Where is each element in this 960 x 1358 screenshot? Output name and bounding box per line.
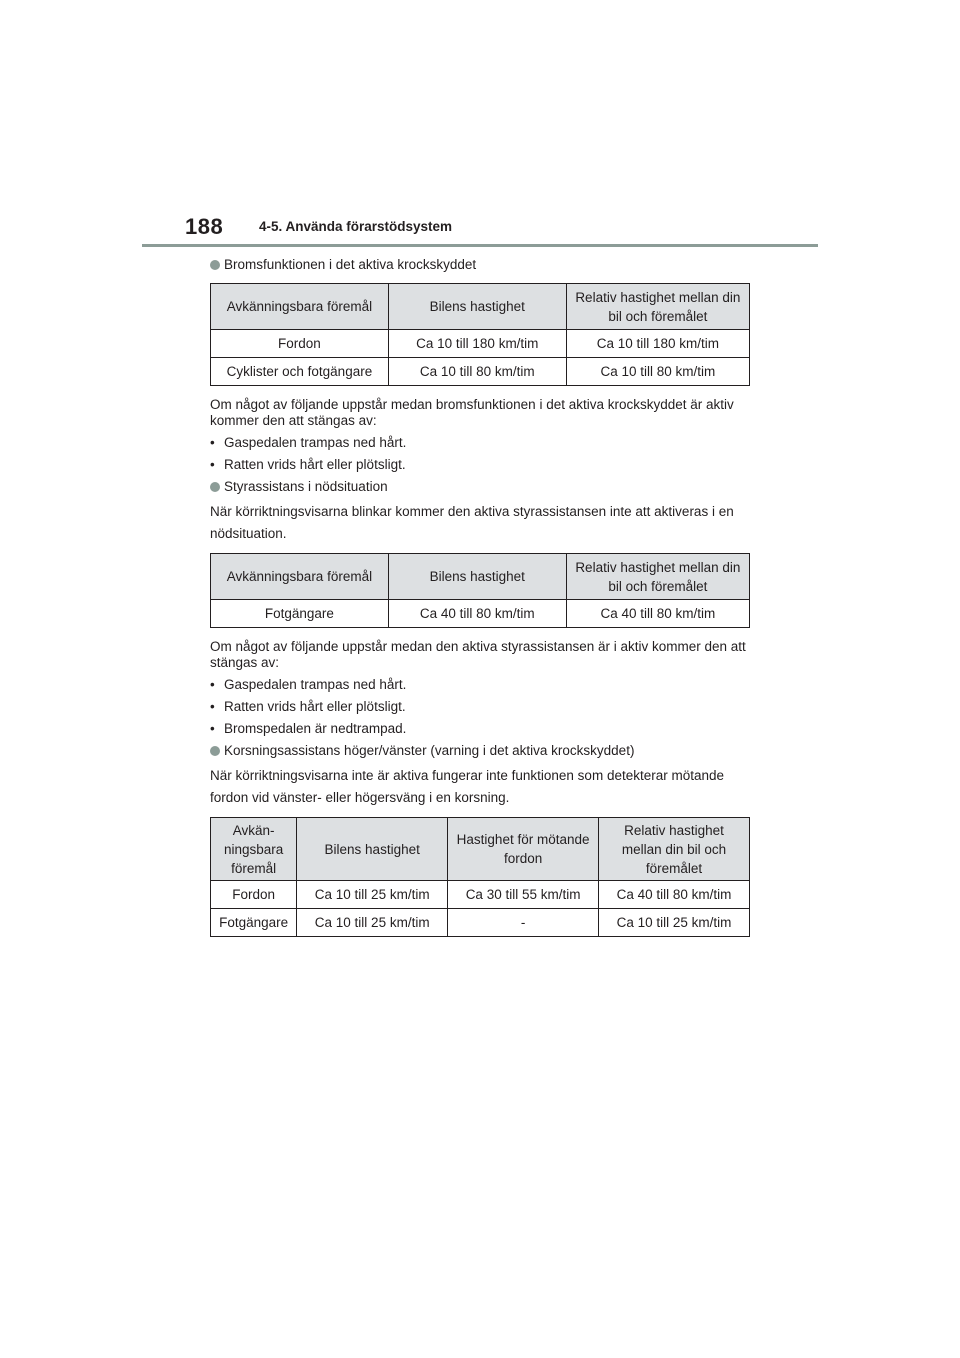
table-row: [211, 358, 750, 386]
table-header-cell: Avkän-ningsbara föremål: [211, 818, 297, 881]
body-text: När körriktningsvisarna blinkar kommer den aktiva styrassistansen inte att aktiveras i en nödsituation.: [210, 504, 734, 541]
table-header-row: [211, 818, 750, 881]
table-cell: Cyklister och fotgängare: [211, 358, 389, 386]
table-header-cell: Relativ hastighet mellan din bil och föremålet: [566, 284, 749, 330]
table-header-cell: Relativ hastighet mellan din bil och föremålet: [566, 554, 749, 600]
table-cell: Ca 40 till 80 km/tim: [599, 881, 750, 909]
table-cell: Ca 10 till 25 km/tim: [599, 909, 750, 937]
table-row: [211, 600, 750, 628]
chapter-title: 4-5. Använda förarstödsystem: [259, 219, 453, 234]
section-heading-text: Korsningsassistans höger/vänster (varning i det aktiva krockskyddet): [224, 743, 635, 758]
spec-table: [210, 553, 750, 628]
table-header-cell: Relativ hastighet mellan din bil och föremålet: [599, 818, 750, 881]
body-text: Om något av följande uppstår medan den aktiva styrassistansen är i aktiv kommer den att stängas av:: [210, 639, 746, 670]
body-text: Om något av följande uppstår medan bromsfunktionen i det aktiva krockskyddet är aktiv kommer den att stängas av:: [210, 397, 734, 428]
list-item: [210, 675, 755, 695]
table-cell: Ca 40 till 80 km/tim: [566, 600, 749, 628]
list-bullet: •: [210, 457, 215, 472]
bullet-dot-icon: [210, 746, 220, 756]
table-header-cell: Bilens hastighet: [297, 818, 448, 881]
table-cell: Fotgängare: [211, 909, 297, 937]
bullet-dot-icon: [210, 482, 220, 492]
section-heading: [210, 741, 755, 761]
list-item: [210, 455, 755, 475]
table-cell: Ca 40 till 80 km/tim: [388, 600, 566, 628]
bullet-dot-icon: [210, 260, 220, 270]
table-header-cell: Bilens hastighet: [388, 284, 566, 330]
list-item: [210, 719, 755, 739]
table-cell: Ca 10 till 180 km/tim: [566, 330, 749, 358]
list-item-text: Gaspedalen trampas ned hårt.: [224, 677, 407, 692]
section-heading-text: Bromsfunktionen i det aktiva krockskyddet: [224, 257, 477, 272]
list-bullet: •: [210, 699, 215, 714]
list-item: [210, 433, 755, 453]
section-heading-text: Styrassistans i nödsituation: [224, 479, 388, 494]
list-bullet: •: [210, 435, 215, 450]
list-item-text: Ratten vrids hårt eller plötsligt.: [224, 699, 406, 714]
list-bullet: •: [210, 677, 215, 692]
spec-table: [210, 817, 750, 937]
table-header-row: [211, 284, 750, 330]
spec-table: [210, 283, 750, 386]
table-cell: Ca 10 till 25 km/tim: [297, 881, 448, 909]
table-cell: Ca 10 till 180 km/tim: [388, 330, 566, 358]
list-bullet: •: [210, 721, 215, 736]
table-row: [211, 330, 750, 358]
list-item-text: Bromspedalen är nedtrampad.: [224, 721, 407, 736]
table-cell: Ca 10 till 80 km/tim: [388, 358, 566, 386]
page-number: 188: [185, 214, 224, 239]
table-header-cell: Hastighet för mötande fordon: [448, 818, 599, 881]
table-cell: Fordon: [211, 330, 389, 358]
list-item-text: Ratten vrids hårt eller plötsligt.: [224, 457, 406, 472]
table-cell: -: [448, 909, 599, 937]
table-header-cell: Bilens hastighet: [388, 554, 566, 600]
table-cell: Ca 30 till 55 km/tim: [448, 881, 599, 909]
header-rule: [142, 244, 818, 247]
page-content: [210, 253, 755, 948]
table-cell: Ca 10 till 80 km/tim: [566, 358, 749, 386]
table-cell: Fotgängare: [211, 600, 389, 628]
table-row: [211, 909, 750, 937]
table-header-cell: Avkänningsbara föremål: [211, 554, 389, 600]
list-item-text: Gaspedalen trampas ned hårt.: [224, 435, 407, 450]
section-heading: [210, 255, 755, 275]
table-cell: Ca 10 till 25 km/tim: [297, 909, 448, 937]
section-heading: [210, 477, 755, 497]
table-row: [211, 881, 750, 909]
table-cell: Fordon: [211, 881, 297, 909]
table-header-cell: Avkänningsbara föremål: [211, 284, 389, 330]
list-item: [210, 697, 755, 717]
body-text: När körriktningsvisarna inte är aktiva fungerar inte funktionen som detekterar mötande fordon vid vänster- eller högersväng i en korsning.: [210, 768, 725, 805]
table-header-row: [211, 554, 750, 600]
